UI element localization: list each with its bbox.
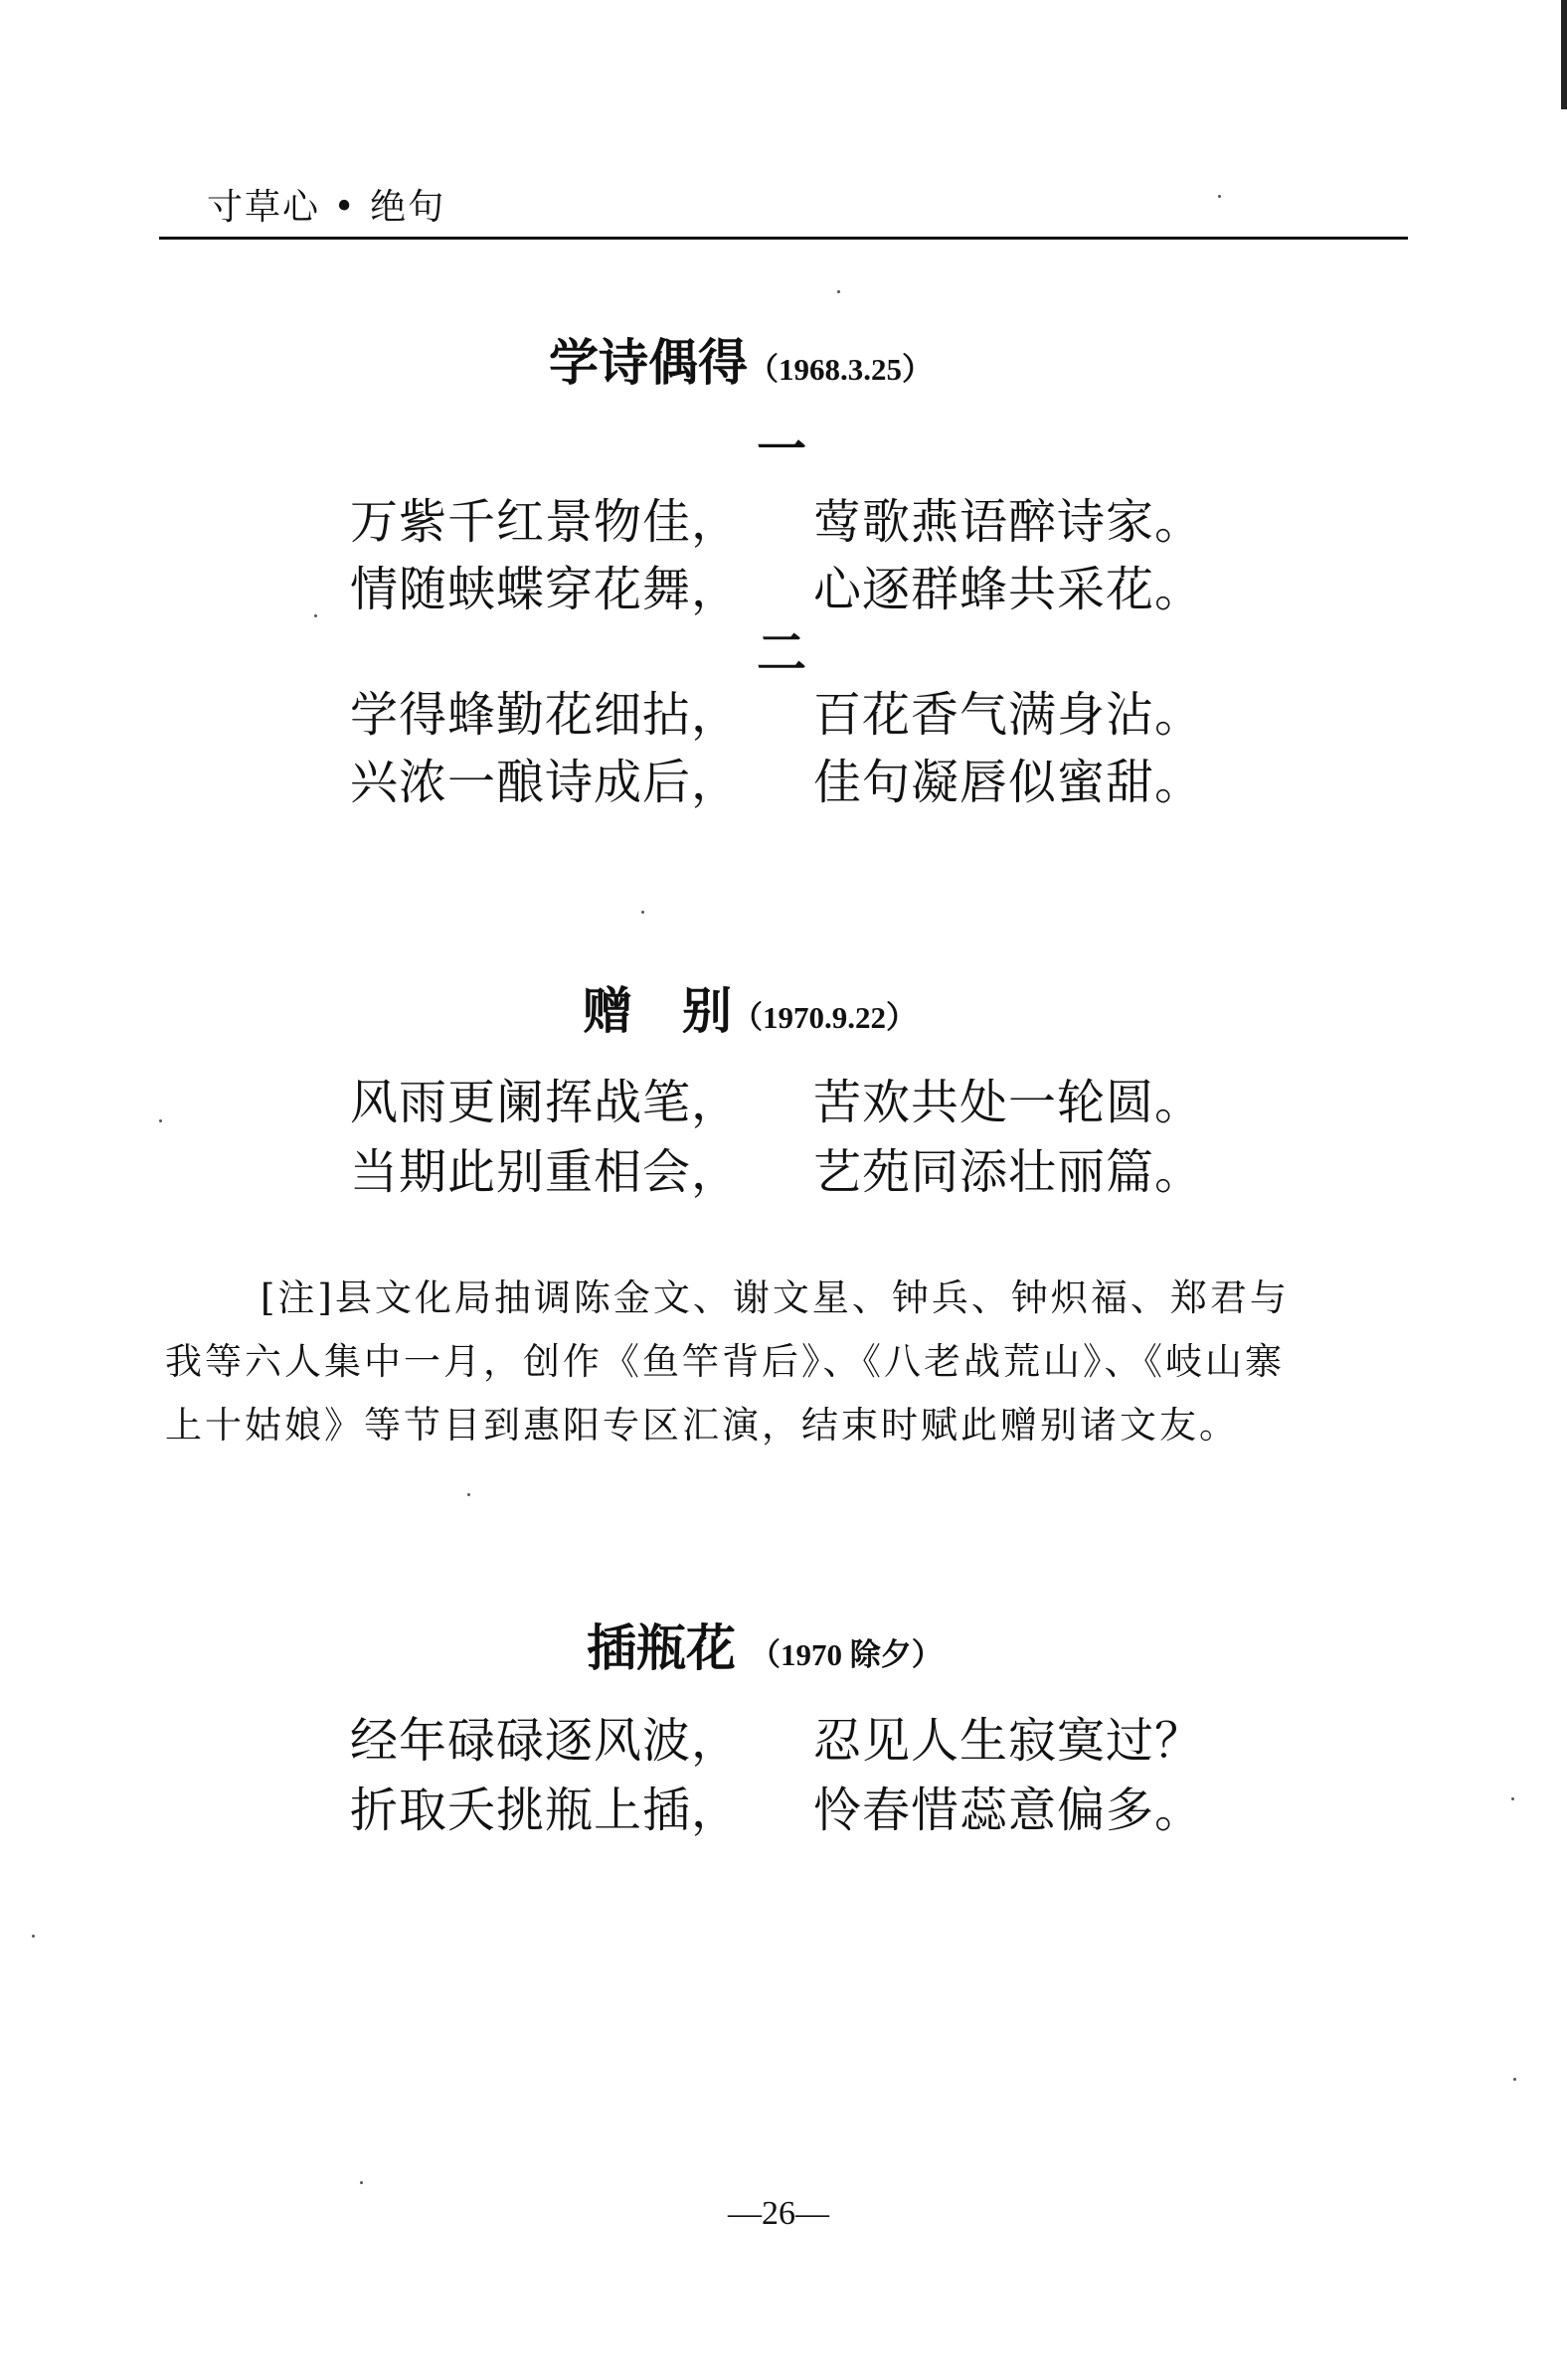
- scan-speck: [314, 614, 317, 617]
- running-head: 寸草心 • 绝句: [207, 187, 446, 228]
- scan-speck: [360, 2181, 363, 2184]
- verse-line: 学得蜂勤花细拈，: [350, 687, 741, 743]
- scan-speck: [467, 1493, 470, 1496]
- scan-speck: [837, 290, 840, 293]
- scan-speck: [32, 1935, 35, 1938]
- note-line: 我等六人集中一月，创作《鱼竿背后》、《八老战荒山》、《岐山寨: [165, 1340, 1285, 1383]
- poem-3-heading: [587, 1609, 943, 1680]
- section-number: 二: [757, 623, 806, 682]
- verse-line: 经年碌碌逐风波，: [350, 1713, 741, 1769]
- scan-speck: [1513, 2078, 1516, 2081]
- section-number: 一: [757, 420, 806, 478]
- page-number: —26—: [728, 2195, 829, 2232]
- verse-line: 折取夭挑瓶上插，: [350, 1783, 741, 1838]
- verse-line: 忍见人生寂寞过？: [813, 1713, 1204, 1769]
- poem-date: （1968.3.25）: [748, 352, 933, 387]
- verse-line: 兴浓一酿诗成后，: [350, 755, 741, 810]
- scan-edge-mark: [1561, 0, 1567, 109]
- scan-speck: [159, 1119, 162, 1122]
- poem-title: 学诗偶得: [549, 334, 748, 392]
- poem-date: （1970.9.22）: [732, 1000, 917, 1035]
- scan-speck: [1218, 195, 1221, 198]
- verse-line: 莺歌燕语醉诗家。: [813, 494, 1204, 550]
- poem-title: 插瓶花: [587, 1619, 736, 1677]
- verse-line: 苦欢共处一轮圆。: [813, 1075, 1204, 1130]
- poem-2-heading: [583, 971, 917, 1043]
- poem-date: （1970 除夕）: [750, 1637, 943, 1672]
- poem-1-heading: [549, 323, 933, 395]
- verse-line: 佳句凝唇似蜜甜。: [813, 755, 1204, 810]
- poem-title: 赠 别: [583, 982, 732, 1040]
- verse-line: 万紫千红景物佳，: [350, 494, 741, 550]
- note-line: [注]县文化局抽调陈金文、谢文星、钟兵、钟炽福、郑君与: [261, 1276, 1290, 1319]
- verse-line: 风雨更阑挥战笔，: [350, 1075, 741, 1130]
- verse-line: 百花香气满身沾。: [813, 687, 1204, 743]
- verse-line: 怜春惜蕊意偏多。: [813, 1783, 1204, 1838]
- note-line: 上十姑娘》等节目到惠阳专区汇演，结束时赋此赠别诸文友。: [165, 1404, 1239, 1446]
- header-rule: [159, 237, 1408, 240]
- verse-line: 情随蛱蝶穿花舞，: [350, 562, 741, 617]
- verse-line: 艺苑同添壮丽篇。: [813, 1144, 1204, 1200]
- scan-speck: [1511, 1797, 1514, 1800]
- scan-speck: [641, 911, 644, 914]
- verse-line: 心逐群蜂共采花。: [813, 562, 1204, 617]
- verse-line: 当期此别重相会，: [350, 1144, 741, 1200]
